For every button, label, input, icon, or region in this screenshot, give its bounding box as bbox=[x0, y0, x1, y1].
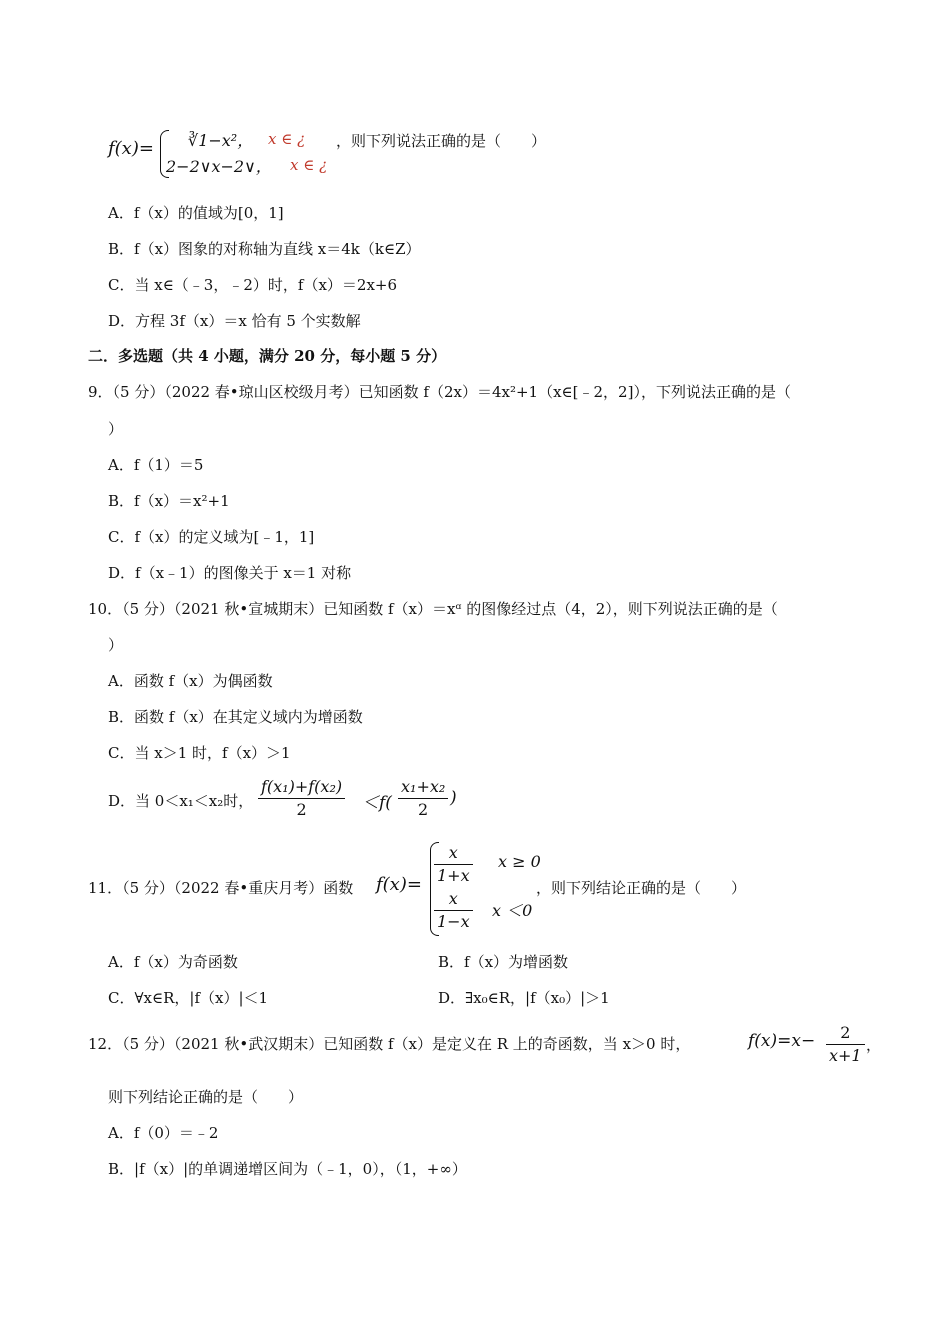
q9-stem: 9．（5 分）（2022 春•琼山区校级月考）已知函数 f（2x）＝4x²+1（x∈[﹣2，2]），下列说法正确的是（ bbox=[88, 383, 791, 401]
q8-piece1-cond: x ∈ ¿ bbox=[268, 130, 306, 148]
q9-option-c: C．f（x）的定义域为[﹣1，1] bbox=[108, 528, 315, 546]
q11-piece1-num: x bbox=[434, 842, 473, 865]
q9-option-a: A．f（1）＝5 bbox=[108, 456, 204, 474]
q12-frac-num: 2 bbox=[826, 1022, 865, 1045]
q10-option-d-mid: ＜f( bbox=[362, 793, 392, 813]
q12-fx: f(x)=x− bbox=[748, 1031, 816, 1051]
q12-stem-cont: 则下列结论正确的是（ ） bbox=[108, 1088, 304, 1106]
q12-option-a: A．f（0）＝﹣2 bbox=[108, 1124, 219, 1142]
q12-stem-prefix: 12．（5 分）（2021 秋•武汉期末）已知函数 f（x）是定义在 R 上的奇函数，当 x＞0 时， bbox=[88, 1035, 691, 1053]
q10-option-d-frac-num: f(x₁)+f(x₂) bbox=[258, 776, 345, 799]
section2-title: 二．多选题（共 4 小题，满分 20 分，每小题 5 分） bbox=[88, 347, 447, 365]
q11-fx: f(x)= bbox=[376, 874, 422, 895]
q10-stem: 10．（5 分）（2021 秋•宣城期末）已知函数 f（x）＝xᵅ 的图像经过点（4，2），则下列说法正确的是（ bbox=[88, 600, 778, 618]
q9-stem-cont: ） bbox=[108, 420, 124, 438]
q8-piece2-expr: 2−2∨x−2∨， bbox=[166, 157, 272, 176]
q10-option-d-close: ) bbox=[450, 788, 457, 808]
q11-stem-prefix: 11．（5 分）（2022 春•重庆月考）函数 bbox=[88, 879, 354, 897]
q10-option-d-frac-den: 2 bbox=[296, 800, 307, 819]
q8-piece2-cond: x ∈ ¿ bbox=[290, 156, 328, 174]
q8-piece1-expr: ∛1−x²， bbox=[188, 131, 254, 150]
q11-piece2-den: 1−x bbox=[437, 912, 470, 931]
q8-option-b: B．f（x）图象的对称轴为直线 x＝4k（k∈Z） bbox=[108, 240, 421, 258]
q11-option-c: C．∀x∈R，|f（x）|＜1 bbox=[108, 989, 269, 1007]
q12-frac-den: x+1 bbox=[829, 1046, 862, 1065]
q11-stem-tail: ，则下列结论正确的是（ ） bbox=[536, 879, 747, 897]
q8-stem-tail: ，则下列说法正确的是（ ） bbox=[336, 132, 547, 150]
q8-fx: f(x)= bbox=[108, 138, 154, 159]
q8-option-d: D．方程 3f（x）＝x 恰有 5 个实数解 bbox=[108, 312, 361, 330]
q11-piece1-den: 1+x bbox=[437, 866, 470, 885]
q8-option-c: C．当 x∈（﹣3，﹣2）时，f（x）＝2x+6 bbox=[108, 276, 398, 294]
q12-fraction bbox=[826, 1022, 865, 1067]
q10-option-d-inner-fraction bbox=[398, 776, 448, 821]
q11-piece2-cond: x ＜0 bbox=[492, 901, 533, 920]
q10-stem-cont: ） bbox=[108, 636, 124, 654]
q10-option-d-fraction bbox=[258, 776, 345, 821]
q8-option-a: A．f（x）的值域为[0，1] bbox=[108, 204, 284, 222]
q10-option-d-prefix: D．当 0＜x₁＜x₂时， bbox=[108, 792, 254, 810]
q9-option-b: B．f（x）＝x²+1 bbox=[108, 492, 230, 510]
q12-comma: ， bbox=[866, 1036, 882, 1054]
q10-option-d-inner-num: x₁+x₂ bbox=[398, 776, 448, 799]
q11-piece1-fraction bbox=[434, 842, 473, 887]
q10-option-a: A．函数 f（x）为偶函数 bbox=[108, 672, 273, 690]
q11-piece1-cond: x ≥ 0 bbox=[498, 852, 541, 871]
q11-piece2-fraction bbox=[434, 888, 473, 933]
q11-option-d: D．∃x₀∈R，|f（x₀）|＞1 bbox=[438, 989, 610, 1007]
q11-piece2-num: x bbox=[434, 888, 473, 911]
q9-option-d: D．f（x﹣1）的图像关于 x＝1 对称 bbox=[108, 564, 352, 582]
q10-option-d-inner-den: 2 bbox=[418, 800, 429, 819]
q12-option-b: B．|f（x）|的单调递增区间为（﹣1，0），（1，+∞） bbox=[108, 1160, 467, 1178]
q11-option-a: A．f（x）为奇函数 bbox=[108, 953, 238, 971]
q11-option-b: B．f（x）为增函数 bbox=[438, 953, 569, 971]
q10-option-b: B．函数 f（x）在其定义域内为增函数 bbox=[108, 708, 363, 726]
q10-option-c: C．当 x＞1 时，f（x）＞1 bbox=[108, 744, 291, 762]
